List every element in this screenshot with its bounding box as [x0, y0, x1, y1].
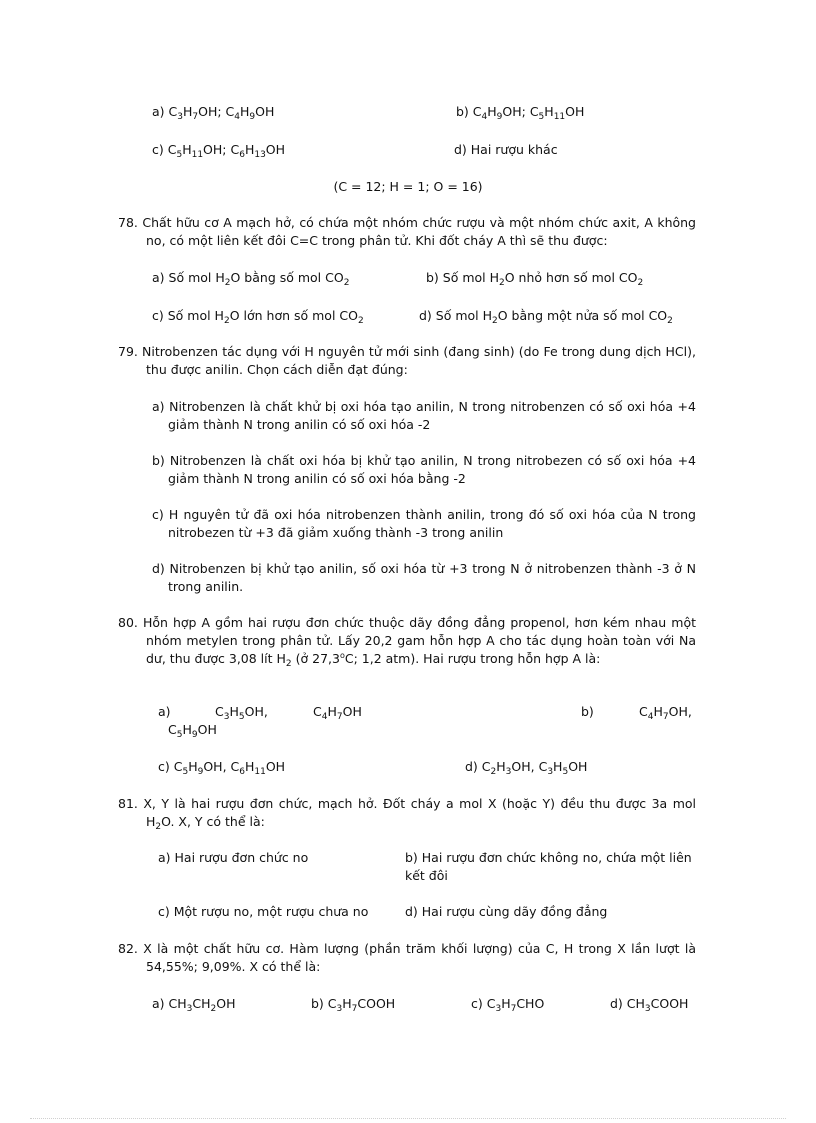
q79-option-a-text: a) Nitrobenzen là chất khử bị oxi hóa tạo anilin, N trong nitrobenzen có số oxi hóa +4 giảm thành N trong anilin có số oxi hóa -2 — [152, 399, 696, 432]
q80-option-b-formula-2: $C_5H_9OH$ — [168, 722, 217, 740]
q80-question — [118, 614, 696, 668]
page-bottom-divider — [30, 1118, 786, 1119]
q78-option-a: a) Số mol $H_2O$ bằng số mol $CO_2$ — [152, 270, 350, 288]
q79-question — [118, 343, 696, 379]
q81-option-a: a) Hai rượu đơn chức no — [158, 850, 309, 865]
q80-option-a-label: a) — [158, 704, 171, 719]
q79-option-d-text: d) Nitrobenzen bị khử tạo anilin, số oxi hóa từ +3 trong N ở nitrobenzen thành -3 ở N trong anilin. — [152, 561, 696, 594]
q77-option-b: b) $C_4H_9OH$; $C_5H_{11}OH$ — [456, 104, 585, 122]
q77-atomic-masses: (C = 12; H = 1; O = 16) — [333, 179, 483, 194]
q82-option-b: b) $C_3H_7COOH$ — [311, 996, 396, 1014]
q78-stem: 78. Chất hữu cơ A mạch hở, có chứa một nhóm chức rượu và một nhóm chức axit, A không no, có một liên kết đôi C=C trong phân tử. Khi đốt cháy A thì sẽ thu được: — [118, 215, 696, 248]
q77-option-d: d) Hai rượu khác — [454, 142, 558, 157]
q80-option-a-formula-1: $C_3H_5OH$, — [215, 704, 268, 722]
q80-option-b-formula-1: $C_4H_7OH$, — [639, 704, 692, 722]
q78-question — [118, 214, 696, 250]
q82-option-a: a) $CH_3CH_2OH$ — [152, 996, 236, 1014]
q78-option-c: c) Số mol $H_2O$ lớn hơn số mol $CO_2$ — [152, 308, 364, 326]
q82-option-c: c) $C_3H_7CHO$ — [471, 996, 545, 1014]
q78-option-d: d) Số mol $H_2O$ bằng một nửa số mol $CO_2$ — [419, 308, 673, 326]
q81-stem: 81. X, Y là hai rượu đơn chức, mạch hở. Đốt cháy a mol X (hoặc Y) đều thu được 3a mol $H_2O$. X, Y có thể là: — [118, 796, 696, 832]
q81-option-c: c) Một rượu no, một rượu chưa no — [158, 904, 369, 919]
q79-option-a — [152, 398, 696, 434]
q78-option-b: b) Số mol $H_2O$ nhỏ hơn số mol $CO_2$ — [426, 270, 644, 288]
q82-stem: 82. X là một chất hữu cơ. Hàm lượng (phần trăm khối lượng) của C, H trong X lần lượt là 54,55%; 9,09%. X có thể là: — [118, 941, 696, 974]
q81-question — [118, 795, 696, 831]
q77-option-a: a) $C_3H_7OH$; $C_4H_9OH$ — [152, 104, 275, 122]
q80-option-d: d) $C_2H_3OH$, $C_3H_5OH$ — [465, 759, 588, 777]
q80-option-b-label: b) — [581, 704, 594, 719]
q82-option-d: d) $CH_3COOH$ — [610, 996, 689, 1014]
q79-option-c-text: c) H nguyên tử đã oxi hóa nitrobenzen thành anilin, trong đó số oxi hóa của N trong nitrobezen từ +3 đã giảm xuống thành -3 trong anilin — [152, 507, 696, 540]
q77-option-c: c) $C_5H_{11}OH$; $C_6H_{13}OH$ — [152, 142, 286, 160]
q79-option-b — [152, 452, 696, 488]
q79-stem: 79. Nitrobenzen tác dụng với H nguyên tử mới sinh (đang sinh) (do Fe trong dung dịch HCl), thu được anilin. Chọn cách diễn đạt đúng: — [118, 344, 696, 377]
q80-option-c: c) $C_5H_9OH$, $C_6H_{11}OH$ — [158, 759, 286, 777]
q80-stem: 80. Hỗn hợp A gồm hai rượu đơn chức thuộc dãy đồng đẳng propenol, hơn kém nhau một nhóm metylen trong phân tử. Lấy 20,2 gam hỗn hợp A cho tác dụng hoàn toàn với Na dư, thu được 3,08 lít $H_2$ (ở 27,3$^o$C; 1,2 atm). Hai rượu trong hỗn hợp A là: — [118, 615, 696, 669]
q81-option-d: d) Hai rượu cùng dãy đồng đẳng — [405, 904, 608, 919]
q79-option-d — [152, 560, 696, 596]
q79-option-b-text: b) Nitrobenzen là chất oxi hóa bị khử tạo anilin, N trong nitrobezen có số oxi hóa +4 giảm thành N trong anilin có số oxi hóa bằng -2 — [152, 453, 696, 486]
q81-option-b-wrap — [405, 849, 696, 885]
q82-question — [118, 940, 696, 976]
q80-option-a-formula-2: $C_4H_7OH$ — [313, 704, 362, 722]
q81-option-b: b) Hai rượu đơn chức không no, chứa một liên kết đôi — [405, 850, 692, 883]
q79-option-c — [152, 506, 696, 542]
